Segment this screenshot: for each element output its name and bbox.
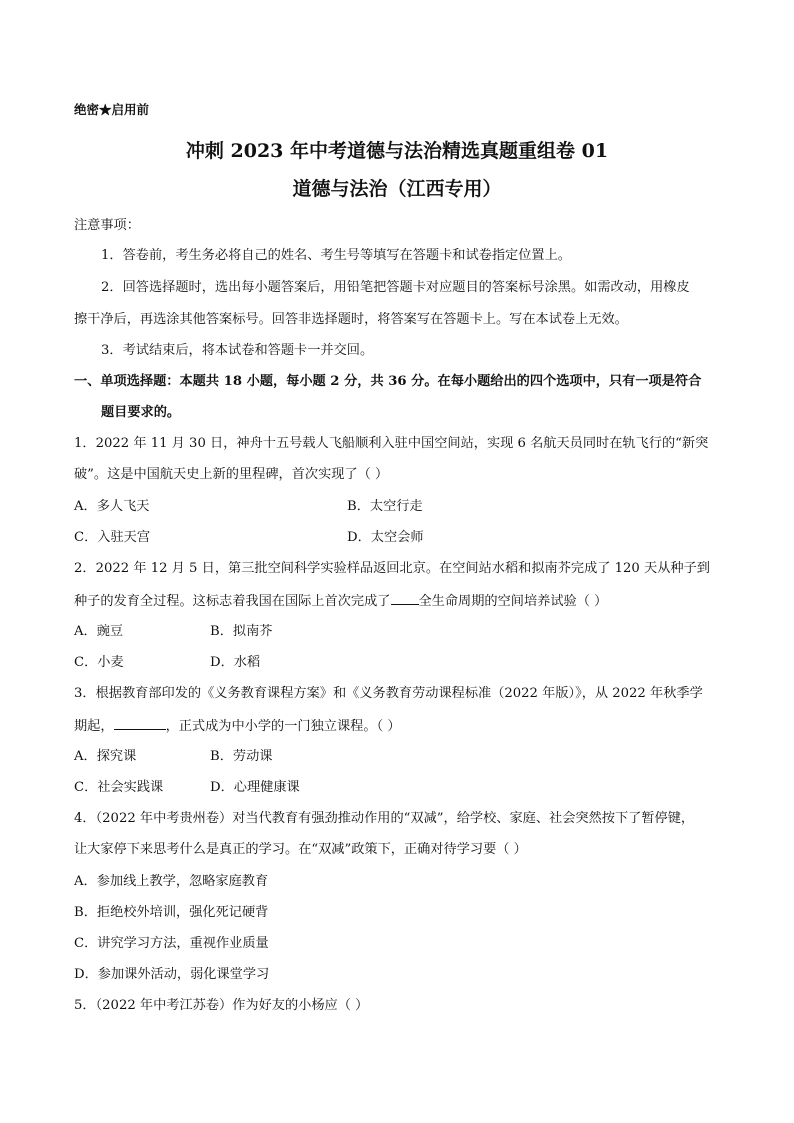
section-heading-continued: 题目要求的。 <box>101 405 181 420</box>
notice-item: 2．回答选择题时，选出每小题答案后，用铅笔把答题卡对应题目的答案标号涂黑。如需改动，用橡皮 <box>101 280 690 295</box>
question-1-text: 破”。这是中国航天史上新的里程碑，首次实现了（ ） <box>74 467 389 482</box>
question-1-option-c: C．入驻天宫 <box>74 530 151 545</box>
answer-blank <box>391 590 419 605</box>
question-2-option-d: D．水稻 <box>210 655 261 670</box>
question-4-text: 4．（2022 年中考贵州卷）对当代教育有强劲推动作用的“双减”，给学校、家庭、社会突然按下了暂停键， <box>74 811 695 826</box>
question-2-option-b: B．拟南芥 <box>210 624 273 639</box>
question-3-option-b: B．劳动课 <box>210 749 273 764</box>
question-2-option-c: C．小麦 <box>74 655 124 670</box>
question-2-option-a: A．豌豆 <box>74 624 124 639</box>
exam-title: 冲刺 2023 年中考道德与法治精选真题重组卷 01 <box>185 140 609 162</box>
question-2-text <box>74 590 607 612</box>
question-4-option-b: B．拒绝校外培训，强化死记硬背 <box>74 905 269 920</box>
question-2-text-pre: 种子的发育全过程。这标志着我国在国际上首次完成了 <box>74 594 391 609</box>
notice-item-continued: 擦干净后，再选涂其他答案标号。回答非选择题时，将答案写在答题卡上。写在本试卷上无效。 <box>74 312 628 327</box>
question-1-option-a: A．多人飞天 <box>74 499 150 514</box>
question-3-option-c: C．社会实践课 <box>74 780 164 795</box>
question-4-option-a: A．参加线上教学，忽略家庭教育 <box>74 874 269 889</box>
notice-item: 1．答卷前，考生务必将自己的姓名、考生号等填写在答题卡和试卷指定位置上。 <box>101 248 571 263</box>
question-1-option-b: B．太空行走 <box>347 499 423 514</box>
question-3-option-a: A．探究课 <box>74 749 137 764</box>
question-2-text: 2．2022 年 12 月 5 日，第三批空间科学实验样品返回北京。在空间站水稻和拟南芥完成了 120 天从种子到 <box>74 561 710 576</box>
exam-subtitle: 道德与法治（江西专用） <box>292 178 502 200</box>
question-3-text <box>74 715 401 737</box>
section-heading: 一、单项选择题：本题共 18 小题，每小题 2 分，共 36 分。在每小题给出的四个选项中，只有一项是符合 <box>74 374 702 389</box>
question-4-option-c: C．讲究学习方法，重视作业质量 <box>74 936 269 951</box>
question-5-text: 5．（2022 年中考江苏卷）作为好友的小杨应（ ） <box>74 998 369 1013</box>
notice-heading: 注意事项： <box>74 218 140 233</box>
question-3-text-post: ，正式成为中小学的一门独立课程。（ ） <box>165 719 401 734</box>
answer-blank <box>114 715 166 730</box>
question-4-text: 让大家停下来思考什么是真正的学习。在“双减”政策下，正确对待学习要（ ） <box>74 842 527 857</box>
confidential-label: 绝密★启用前 <box>74 102 150 117</box>
notice-item: 3．考试结束后，将本试卷和答题卡一并交回。 <box>101 343 374 358</box>
question-2-text-post: 全生命周期的空间培养试验（ ） <box>418 594 608 609</box>
question-4-option-d: D．参加课外活动，弱化课堂学习 <box>74 967 270 982</box>
question-3-option-d: D．心理健康课 <box>210 780 300 795</box>
question-1-option-d: D．太空会师 <box>347 530 424 545</box>
question-1-text: 1．2022 年 11 月 30 日，神舟十五号载人飞船顺利入驻中国空间站，实现 6 名航天员同时在轨飞行的“新突 <box>74 436 709 451</box>
question-3-text-pre: 期起， <box>74 719 114 734</box>
question-3-text: 3．根据教育部印发的《义务教育课程方案》和《义务教育劳动课程标准（2022 年版）》，从 2022 年秋季学 <box>74 686 703 701</box>
